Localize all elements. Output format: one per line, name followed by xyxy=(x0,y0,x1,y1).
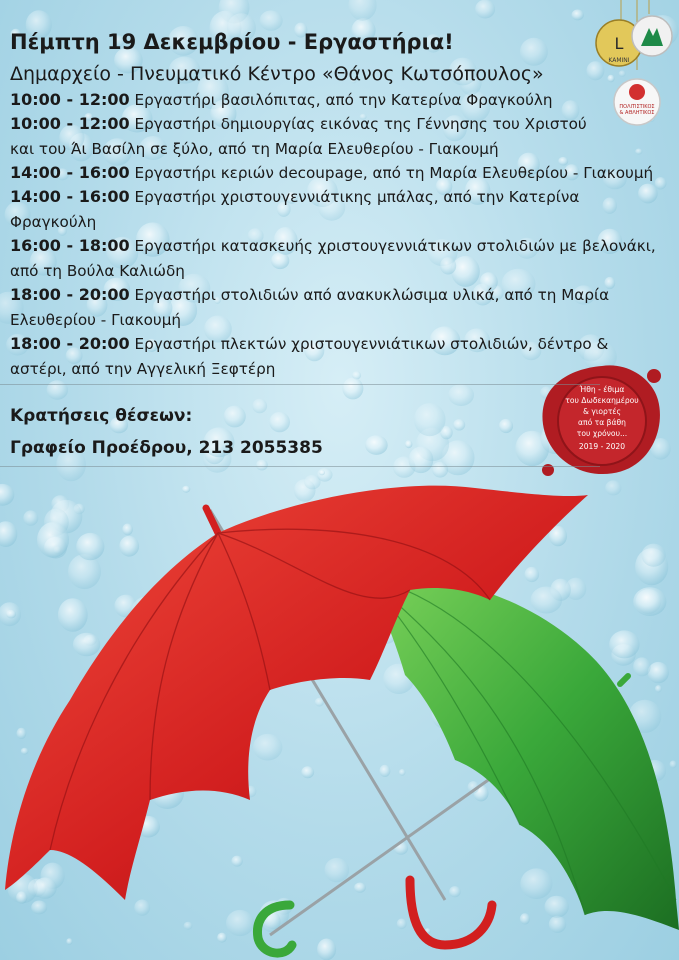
seal-line-3: & γιορτές xyxy=(583,407,621,416)
poster-title: Πέμπτη 19 Δεκεμβρίου - Εργαστήρια! xyxy=(10,30,454,54)
seal-line-5: του χρόνου... xyxy=(576,429,628,438)
venue-subtitle: Δημαρχείο - Πνευματικό Κέντρο «Θάνος Κωτσόπουλος» xyxy=(10,63,544,85)
event-item xyxy=(10,161,675,186)
seal-line-1: Ήθη - έθιμα xyxy=(579,385,625,394)
booking-label: Κρατήσεις θέσεων: xyxy=(10,406,193,426)
seal-line-2: του Δωδεκαημέρου xyxy=(565,396,639,405)
event-time: 16:00 - 18:00 xyxy=(10,236,130,255)
event-description: Εργαστήρι στολιδιών από ανακυκλώσιμα υλικά, από τη Μαρία Ελευθερίου - Γιακουμή xyxy=(10,286,610,329)
event-item xyxy=(10,185,600,234)
seal-line-6: 2019 - 2020 xyxy=(578,442,626,451)
booking-contact: Γραφείο Προέδρου, 213 2055385 xyxy=(10,438,323,458)
event-time: 18:00 - 20:00 xyxy=(10,334,130,353)
event-description: Εργαστήρι πλεκτών χριστουγεννιάτικων στολιδιών, δέντρο & αστέρι, από την Αγγελική Ξεφτέρη xyxy=(10,335,609,378)
svg-text:ΠΟΛΙΤΙΣΤΙΚΟΣ: ΠΟΛΙΤΙΣΤΙΚΟΣ xyxy=(619,104,655,110)
event-time: 18:00 - 20:00 xyxy=(10,285,130,304)
event-description: Εργαστήρι κατασκευής χριστουγεννιάτικων στολιδιών με βελονάκι, από τη Βούλα Καλιώδη xyxy=(10,237,656,280)
event-item xyxy=(10,112,610,161)
event-item xyxy=(10,332,610,381)
svg-text:& ΑΘΛΗΤΙΚΟΣ: & ΑΘΛΗΤΙΚΟΣ xyxy=(619,110,655,116)
divider xyxy=(0,384,600,385)
event-time: 14:00 - 16:00 xyxy=(10,163,130,182)
svg-text:KAMINI: KAMINI xyxy=(608,57,630,64)
divider xyxy=(0,466,600,467)
event-description: Εργαστήρι βασιλόπιτας, από την Κατερίνα Φραγκούλη xyxy=(134,91,553,109)
event-item xyxy=(10,283,635,332)
seal-line-4: από τα βάθη xyxy=(578,418,626,427)
event-time: 10:00 - 12:00 xyxy=(10,114,130,133)
event-description: Εργαστήρι κεριών decoupage, από τη Μαρία Ελευθερίου - Γιακουμή xyxy=(134,164,654,182)
green-ornament-logo xyxy=(632,16,672,56)
event-description: Εργαστήρι χριστουγεννιάτικης μπάλας, από την Κατερίνα Φραγκούλη xyxy=(10,188,580,231)
event-time: 10:00 - 12:00 xyxy=(10,90,130,109)
event-item xyxy=(10,88,675,113)
event-item xyxy=(10,234,675,283)
event-description: Εργαστήρι δημιουργίας εικόνας της Γέννησης του Χριστού και του Άι Βασίλη σε ξύλο, από τη Μαρία Ελευθερίου - Γιακουμή xyxy=(10,115,587,158)
event-time: 14:00 - 16:00 xyxy=(10,187,130,206)
svg-text:L: L xyxy=(614,34,624,53)
